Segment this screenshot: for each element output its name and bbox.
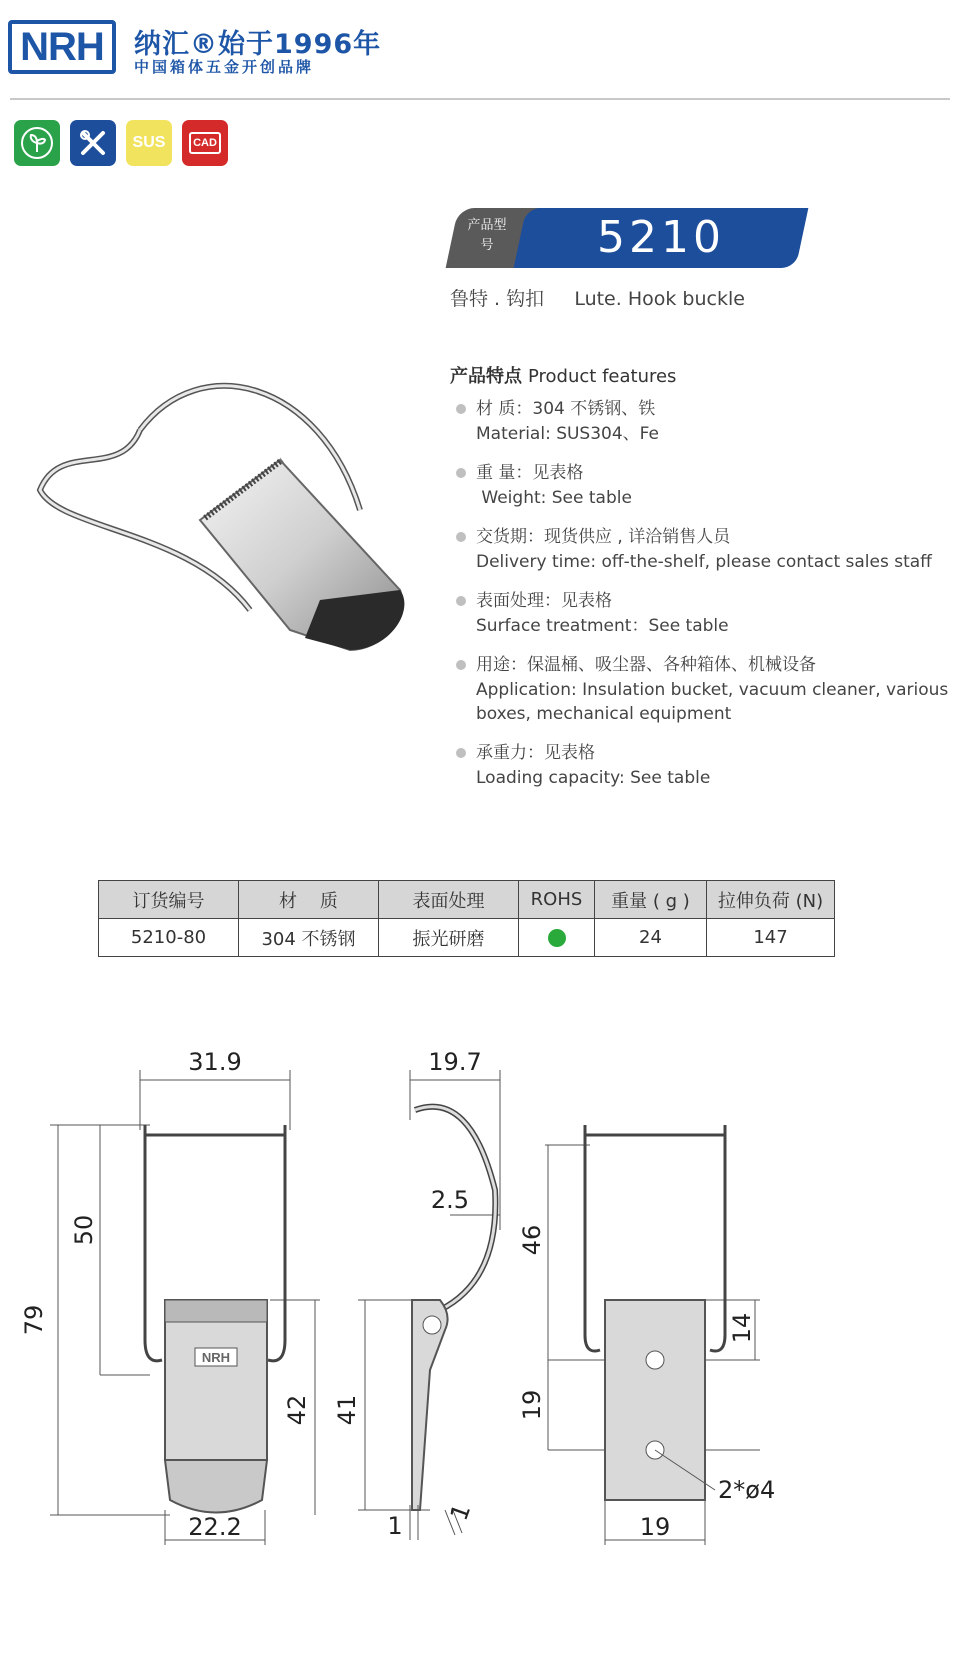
feature-en: Delivery time: off-the-shelf, please contact sales staff	[476, 552, 932, 572]
col-material: 材 质	[239, 881, 379, 919]
dim-back-h19: 19	[518, 1389, 546, 1421]
spec-table	[98, 880, 835, 957]
col-surface: 表面处理	[379, 881, 519, 919]
dim-side-height: 41	[333, 1394, 361, 1426]
feature-application	[450, 652, 950, 726]
features-title	[450, 362, 950, 388]
rohs-compliant-icon	[548, 929, 566, 947]
features-section	[450, 362, 950, 804]
dim-back-width: 19	[639, 1513, 671, 1541]
header-divider	[10, 98, 950, 100]
feature-en: Surface treatment：See table	[476, 616, 729, 636]
front-view	[50, 1070, 320, 1545]
dim-back-height-wire: 46	[518, 1224, 546, 1256]
feature-en: Weight: See table	[476, 488, 632, 508]
feature-cn: 材 质：304 不锈钢、铁	[476, 399, 656, 419]
feature-loading	[450, 740, 950, 790]
feature-cn: 交货期：现货供应 , 详洽销售人员	[476, 527, 731, 547]
dim-front-width-top: 31.9	[188, 1048, 242, 1076]
cell-weight: 24	[595, 919, 707, 957]
dim-back-h14: 14	[728, 1312, 756, 1344]
cell-rohs	[519, 919, 595, 957]
eco-icon	[14, 120, 60, 166]
bullet-icon	[456, 404, 466, 414]
cad-label: CAD	[189, 132, 221, 154]
cell-load: 147	[707, 919, 835, 957]
bullet-icon	[456, 532, 466, 542]
feature-cn: 承重力：见表格	[476, 743, 595, 763]
cell-surface: 振光研磨	[379, 919, 519, 957]
col-rohs: ROHS	[519, 881, 595, 919]
col-weight: 重量 ( g )	[595, 881, 707, 919]
technical-drawing	[0, 1030, 960, 1590]
sus-icon: SUS	[126, 120, 172, 166]
feature-cn: 重 量：见表格	[476, 463, 584, 483]
feature-delivery	[450, 524, 950, 574]
dim-front-height-total: 79	[20, 1304, 48, 1336]
dim-front-height-wire: 50	[70, 1214, 98, 1246]
feature-cn: 表面处理：见表格	[476, 591, 612, 611]
bullet-icon	[456, 660, 466, 670]
features-title-en: Product features	[528, 366, 677, 387]
bullet-icon	[456, 748, 466, 758]
tools-icon	[70, 120, 116, 166]
cell-material: 304 不锈钢	[239, 919, 379, 957]
product-name: 鲁特 . 钩扣 Lute. Hook buckle	[450, 288, 745, 310]
nrh-logo: NRH	[8, 20, 116, 74]
dim-side-t2: 1	[444, 1500, 477, 1525]
model-number: 5210	[597, 212, 725, 263]
feature-en: Material: SUS304、Fe	[476, 424, 659, 444]
table-header-row	[99, 881, 835, 919]
product-photo	[20, 360, 440, 700]
feature-en: Loading capacity: See table	[476, 768, 711, 788]
feature-surface	[450, 588, 950, 638]
table-row	[99, 919, 835, 957]
col-load: 拉伸负荷 (N)	[707, 881, 835, 919]
dim-side-wire: 2.5	[430, 1186, 470, 1214]
dim-back-holes: 2*ø4	[718, 1476, 776, 1504]
feature-weight	[450, 460, 950, 510]
dim-front-height-body: 42	[283, 1394, 311, 1426]
dim-front-width-bottom: 22.2	[188, 1513, 242, 1541]
bullet-icon	[456, 596, 466, 606]
model-tag-label: 产品型号	[467, 218, 507, 253]
dim-side-t1: 1	[387, 1512, 403, 1540]
feature-material	[450, 396, 950, 446]
cad-icon	[182, 120, 228, 166]
bullet-icon	[456, 468, 466, 478]
cell-code: 5210-80	[99, 919, 239, 957]
side-view	[358, 1070, 500, 1540]
features-title-cn: 产品特点	[450, 366, 522, 387]
feature-en: Application: Insulation bucket, vacuum cleaner, various boxes, mechanical equipment	[476, 680, 949, 724]
brand-tagline: 纳汇®始于1996年	[134, 29, 382, 60]
brand-subtitle: 中国箱体五金开创品牌	[134, 58, 315, 76]
dim-side-depth: 19.7	[428, 1048, 482, 1076]
drawing-logo: NRH	[201, 1350, 231, 1365]
col-code: 订货编号	[99, 881, 239, 919]
feature-cn: 用途：保温桶、吸尘器、各种箱体、机械设备	[476, 655, 816, 675]
